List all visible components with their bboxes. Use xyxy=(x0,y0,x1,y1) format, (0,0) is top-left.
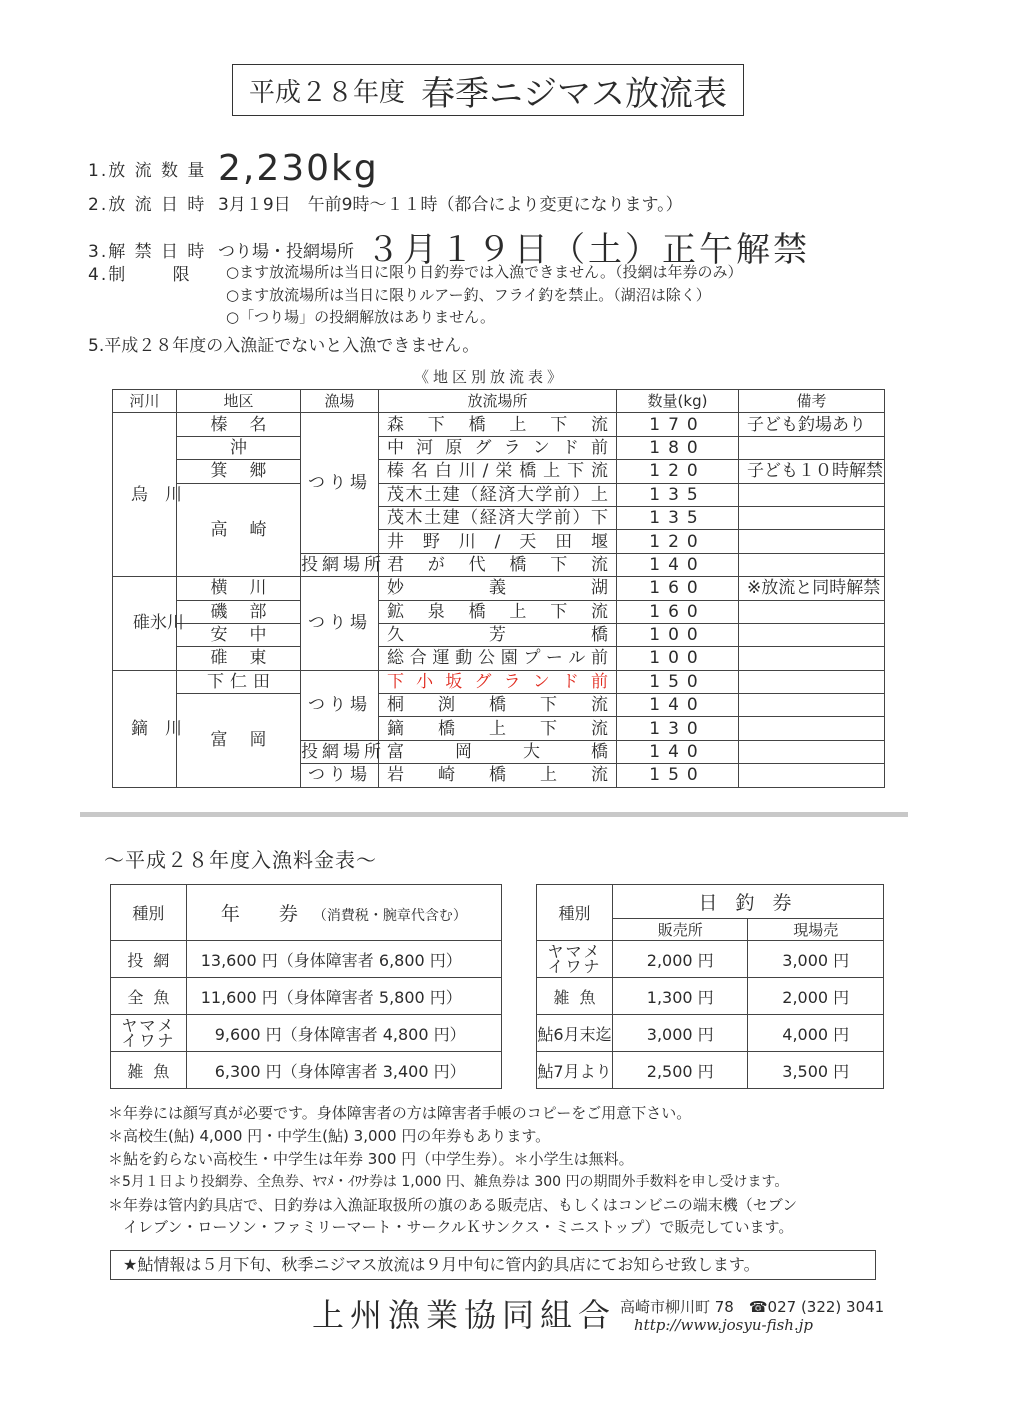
note-cell: 子ども１０時解禁 xyxy=(739,460,885,483)
table-header-row xyxy=(113,390,885,413)
table-row xyxy=(113,600,885,623)
daily-kind: ヤマメ イワナ xyxy=(537,941,613,978)
table-row xyxy=(537,1052,884,1089)
river-cell: 鏑 川 xyxy=(113,670,177,787)
note-cell: ※放流と同時解禁 xyxy=(739,577,885,600)
restrict-line: ○「つり場」の投網解放はありません。 xyxy=(226,308,495,326)
table-row xyxy=(113,623,885,646)
annual-price: 9,600 円（身体障害者 4,800 円） xyxy=(186,1015,501,1052)
note-cell xyxy=(739,764,885,787)
table-row xyxy=(113,413,885,436)
place-cell: 君が代橋下流 xyxy=(379,553,617,576)
note-line: ＊年券は管内釣具店で、日釣券は入漁証取扱所の旗のある販売店、もしくはコンビニの端末機（セブン xyxy=(108,1196,798,1214)
notice-box: ★鮎情報は５月下旬、秋季ニジマス放流は９月中旬に管内釣具店にてお知らせ致します。 xyxy=(110,1250,876,1280)
info-restrict xyxy=(88,260,218,285)
restrict-line: ○ます放流場所は当日に限りルアー釣、フライ釣を禁止。（湖沼は除く） xyxy=(226,286,711,304)
address: 高崎市柳川町 78 ☎027 (322) 3041 xyxy=(620,1298,885,1316)
release-table xyxy=(112,389,885,788)
table-row xyxy=(113,694,885,717)
daily-site-price: 4,000 円 xyxy=(748,1015,884,1052)
qty-cell: 130 xyxy=(617,717,739,740)
table-header-row xyxy=(111,885,502,941)
annual-fee-table xyxy=(110,884,502,1089)
daily-fee-table xyxy=(536,884,884,1089)
place-cell: 井野川/天田堰 xyxy=(379,530,617,553)
header-spot: 漁場 xyxy=(301,390,379,413)
organization-name: 上州漁業協同組合 xyxy=(312,1296,617,1334)
table-row xyxy=(113,436,885,459)
daily-shop-price: 3,000 円 xyxy=(612,1015,748,1052)
area-cell: 箕郷 xyxy=(177,460,301,483)
qty-cell: 160 xyxy=(617,600,739,623)
date-value: 3月１9日 午前9時～１１時（都合により変更になります。） xyxy=(218,195,683,215)
note-cell: 子ども釣場あり xyxy=(739,413,885,436)
place-cell: 榛名白川/栄橋上下流 xyxy=(379,460,617,483)
note-cell xyxy=(739,506,885,529)
spot-cell: つり場 xyxy=(301,413,379,553)
annual-title: 年 券 xyxy=(220,903,308,925)
date-label: 2.放 流 日 時 xyxy=(88,195,207,215)
river-cell: 碓氷川 xyxy=(113,577,177,671)
note-cell xyxy=(739,553,885,576)
area-cell: 下仁田 xyxy=(177,670,301,693)
area-cell: 榛名 xyxy=(177,413,301,436)
note-cell xyxy=(739,530,885,553)
fee-title: ～平成２８年度入漁料金表～ xyxy=(104,848,377,872)
note-cell xyxy=(739,694,885,717)
qty-cell: 140 xyxy=(617,553,739,576)
note-cell xyxy=(739,740,885,763)
table-row xyxy=(111,941,502,978)
note-cell xyxy=(739,623,885,646)
title-box xyxy=(232,64,744,116)
open-value: ３月１９日（土）正午解禁 xyxy=(366,230,810,270)
daily-site-price: 3,000 円 xyxy=(748,941,884,978)
table-row xyxy=(111,1015,502,1052)
daily-site-price: 3,500 円 xyxy=(748,1052,884,1089)
note-cell xyxy=(739,670,885,693)
area-cell: 安中 xyxy=(177,623,301,646)
annual-price: 11,600 円（身体障害者 5,800 円） xyxy=(186,978,501,1015)
place-cell: 妙義湖 xyxy=(379,577,617,600)
place-cell-highlight: 下小坂グランド前 xyxy=(379,670,617,693)
river-cell: 烏 川 xyxy=(113,413,177,577)
place-cell: 茂木土建（経済大学前）上 xyxy=(379,483,617,506)
note-line: イレブン・ローソン・ファミリーマート・サークルＫサンクス・ミニストップ）で販売しています。 xyxy=(108,1218,794,1236)
annual-sub: （消費税・腕章代含む） xyxy=(312,908,467,924)
table-row xyxy=(113,670,885,693)
spot-cell: 投網場所 xyxy=(301,742,385,763)
qty-cell: 135 xyxy=(617,483,739,506)
table-row xyxy=(537,1015,884,1052)
daily-kind: 鮎7月より xyxy=(537,1052,613,1089)
daily-kind: 鮎6月末迄 xyxy=(537,1015,613,1052)
daily-shop-price: 2,000 円 xyxy=(612,941,748,978)
place-cell: 鉱泉橋上下流 xyxy=(379,600,617,623)
restrict-label: 4.制 限 xyxy=(88,265,192,285)
place-cell: 桐渕橋下流 xyxy=(379,694,617,717)
amount-value: 2,230kg xyxy=(218,148,379,189)
table-row xyxy=(113,577,885,600)
daily-kind-header: 種別 xyxy=(537,885,613,941)
spot-cell: 投網場所 xyxy=(301,554,385,575)
qty-cell: 180 xyxy=(617,436,739,459)
header-place: 放流場所 xyxy=(379,390,617,413)
area-cell: 高崎 xyxy=(177,483,301,577)
daily-site-price: 2,000 円 xyxy=(748,978,884,1015)
daily-col-site: 現場売 xyxy=(748,919,884,941)
place-cell: 中河原グランド前 xyxy=(379,436,617,459)
place-cell: 久芳橋 xyxy=(379,623,617,646)
table-row xyxy=(113,647,885,670)
header-area: 地区 xyxy=(177,390,301,413)
place-cell: 富岡大橋 xyxy=(379,740,617,763)
release-table-caption: 《地区別放流表》 xyxy=(413,368,566,386)
table-row xyxy=(113,483,885,506)
qty-cell: 120 xyxy=(617,530,739,553)
info-date xyxy=(88,190,683,215)
note-cell xyxy=(739,600,885,623)
area-cell: 碓東 xyxy=(177,647,301,670)
area-cell: 富岡 xyxy=(177,694,301,788)
annual-kind: 雑魚 xyxy=(111,1052,187,1089)
page-title: 春季ニジマス放流表 xyxy=(421,73,727,114)
note-cell xyxy=(739,483,885,506)
qty-cell: 150 xyxy=(617,670,739,693)
amount-label: 1.放 流 数 量 xyxy=(88,161,207,181)
restrict-line: ○ます放流場所は当日に限り日釣券では入漁できません。（投網は年券のみ） xyxy=(226,263,743,281)
qty-cell: 170 xyxy=(617,413,739,436)
note-line: ＊年券には顔写真が必要です。身体障害者の方は障害者手帳のコピーをご用意下さい。 xyxy=(108,1104,692,1122)
qty-cell: 135 xyxy=(617,506,739,529)
qty-cell: 150 xyxy=(617,764,739,787)
spot-cell: つり場 xyxy=(301,670,379,740)
table-row xyxy=(113,460,885,483)
license-note: 5.平成２８年度の入漁証でないと入漁できません。 xyxy=(88,336,480,356)
daily-title: 日 釣 券 xyxy=(612,885,883,919)
info-amount xyxy=(88,148,379,189)
table-row xyxy=(111,978,502,1015)
header-note: 備考 xyxy=(739,390,885,413)
qty-cell: 100 xyxy=(617,623,739,646)
spot-cell: つり場 xyxy=(301,764,379,787)
annual-kind: 全魚 xyxy=(111,978,187,1015)
daily-shop-price: 1,300 円 xyxy=(612,978,748,1015)
annual-kind: ヤマメ イワナ xyxy=(111,1015,187,1052)
note-line: ＊鮎を釣らない高校生・中学生は年券 300 円（中学生券）。＊小学生は無料。 xyxy=(108,1150,634,1168)
title-year: 平成２８年度 xyxy=(248,77,405,108)
note-line: ＊高校生(鮎) 4,000 円・中学生(鮎) 3,000 円の年券もあります。 xyxy=(108,1127,551,1145)
header-qty: 数量(kg) xyxy=(617,390,739,413)
note-cell xyxy=(739,436,885,459)
spot-cell: つり場 xyxy=(301,577,379,671)
daily-col-shop: 販売所 xyxy=(612,919,748,941)
qty-cell: 160 xyxy=(617,577,739,600)
table-row xyxy=(111,1052,502,1089)
qty-cell: 140 xyxy=(617,740,739,763)
table-header-row xyxy=(537,885,884,919)
note-line: ＊5月１日より投網券、全魚券、ﾔﾏﾒ・ｲﾜﾅ券は 1,000 円、雑魚券は 300 円の期間外手数料を申し受けます。 xyxy=(108,1174,789,1190)
table-row xyxy=(537,941,884,978)
daily-kind: 雑魚 xyxy=(537,978,613,1015)
annual-kind-header: 種別 xyxy=(111,885,187,941)
place-cell: 森下橋上下流 xyxy=(379,413,617,436)
annual-kind: 投網 xyxy=(111,941,187,978)
annual-price: 13,600 円（身体障害者 6,800 円） xyxy=(186,941,501,978)
qty-cell: 100 xyxy=(617,647,739,670)
note-cell xyxy=(739,647,885,670)
daily-shop-price: 2,500 円 xyxy=(612,1052,748,1089)
area-cell: 横川 xyxy=(177,577,301,600)
qty-cell: 120 xyxy=(617,460,739,483)
place-cell: 茂木土建（経済大学前）下 xyxy=(379,506,617,529)
place-cell: 鏑橋上下流 xyxy=(379,717,617,740)
section-divider xyxy=(80,812,908,817)
area-cell: 磯部 xyxy=(177,600,301,623)
area-cell: 沖 xyxy=(177,436,301,459)
open-place: つり場・投網場所 xyxy=(218,242,354,262)
note-cell xyxy=(739,717,885,740)
place-cell: 総合運動公園プール前 xyxy=(379,647,617,670)
annual-title-cell xyxy=(186,885,501,941)
place-cell: 岩崎橋上流 xyxy=(379,764,617,787)
annual-price: 6,300 円（身体障害者 3,400 円） xyxy=(186,1052,501,1089)
header-river: 河川 xyxy=(113,390,177,413)
open-label: 3.解 禁 日 時 xyxy=(88,242,207,262)
website-url: http://www.josyu-fish.jp xyxy=(634,1316,813,1334)
qty-cell: 140 xyxy=(617,694,739,717)
table-row xyxy=(537,978,884,1015)
